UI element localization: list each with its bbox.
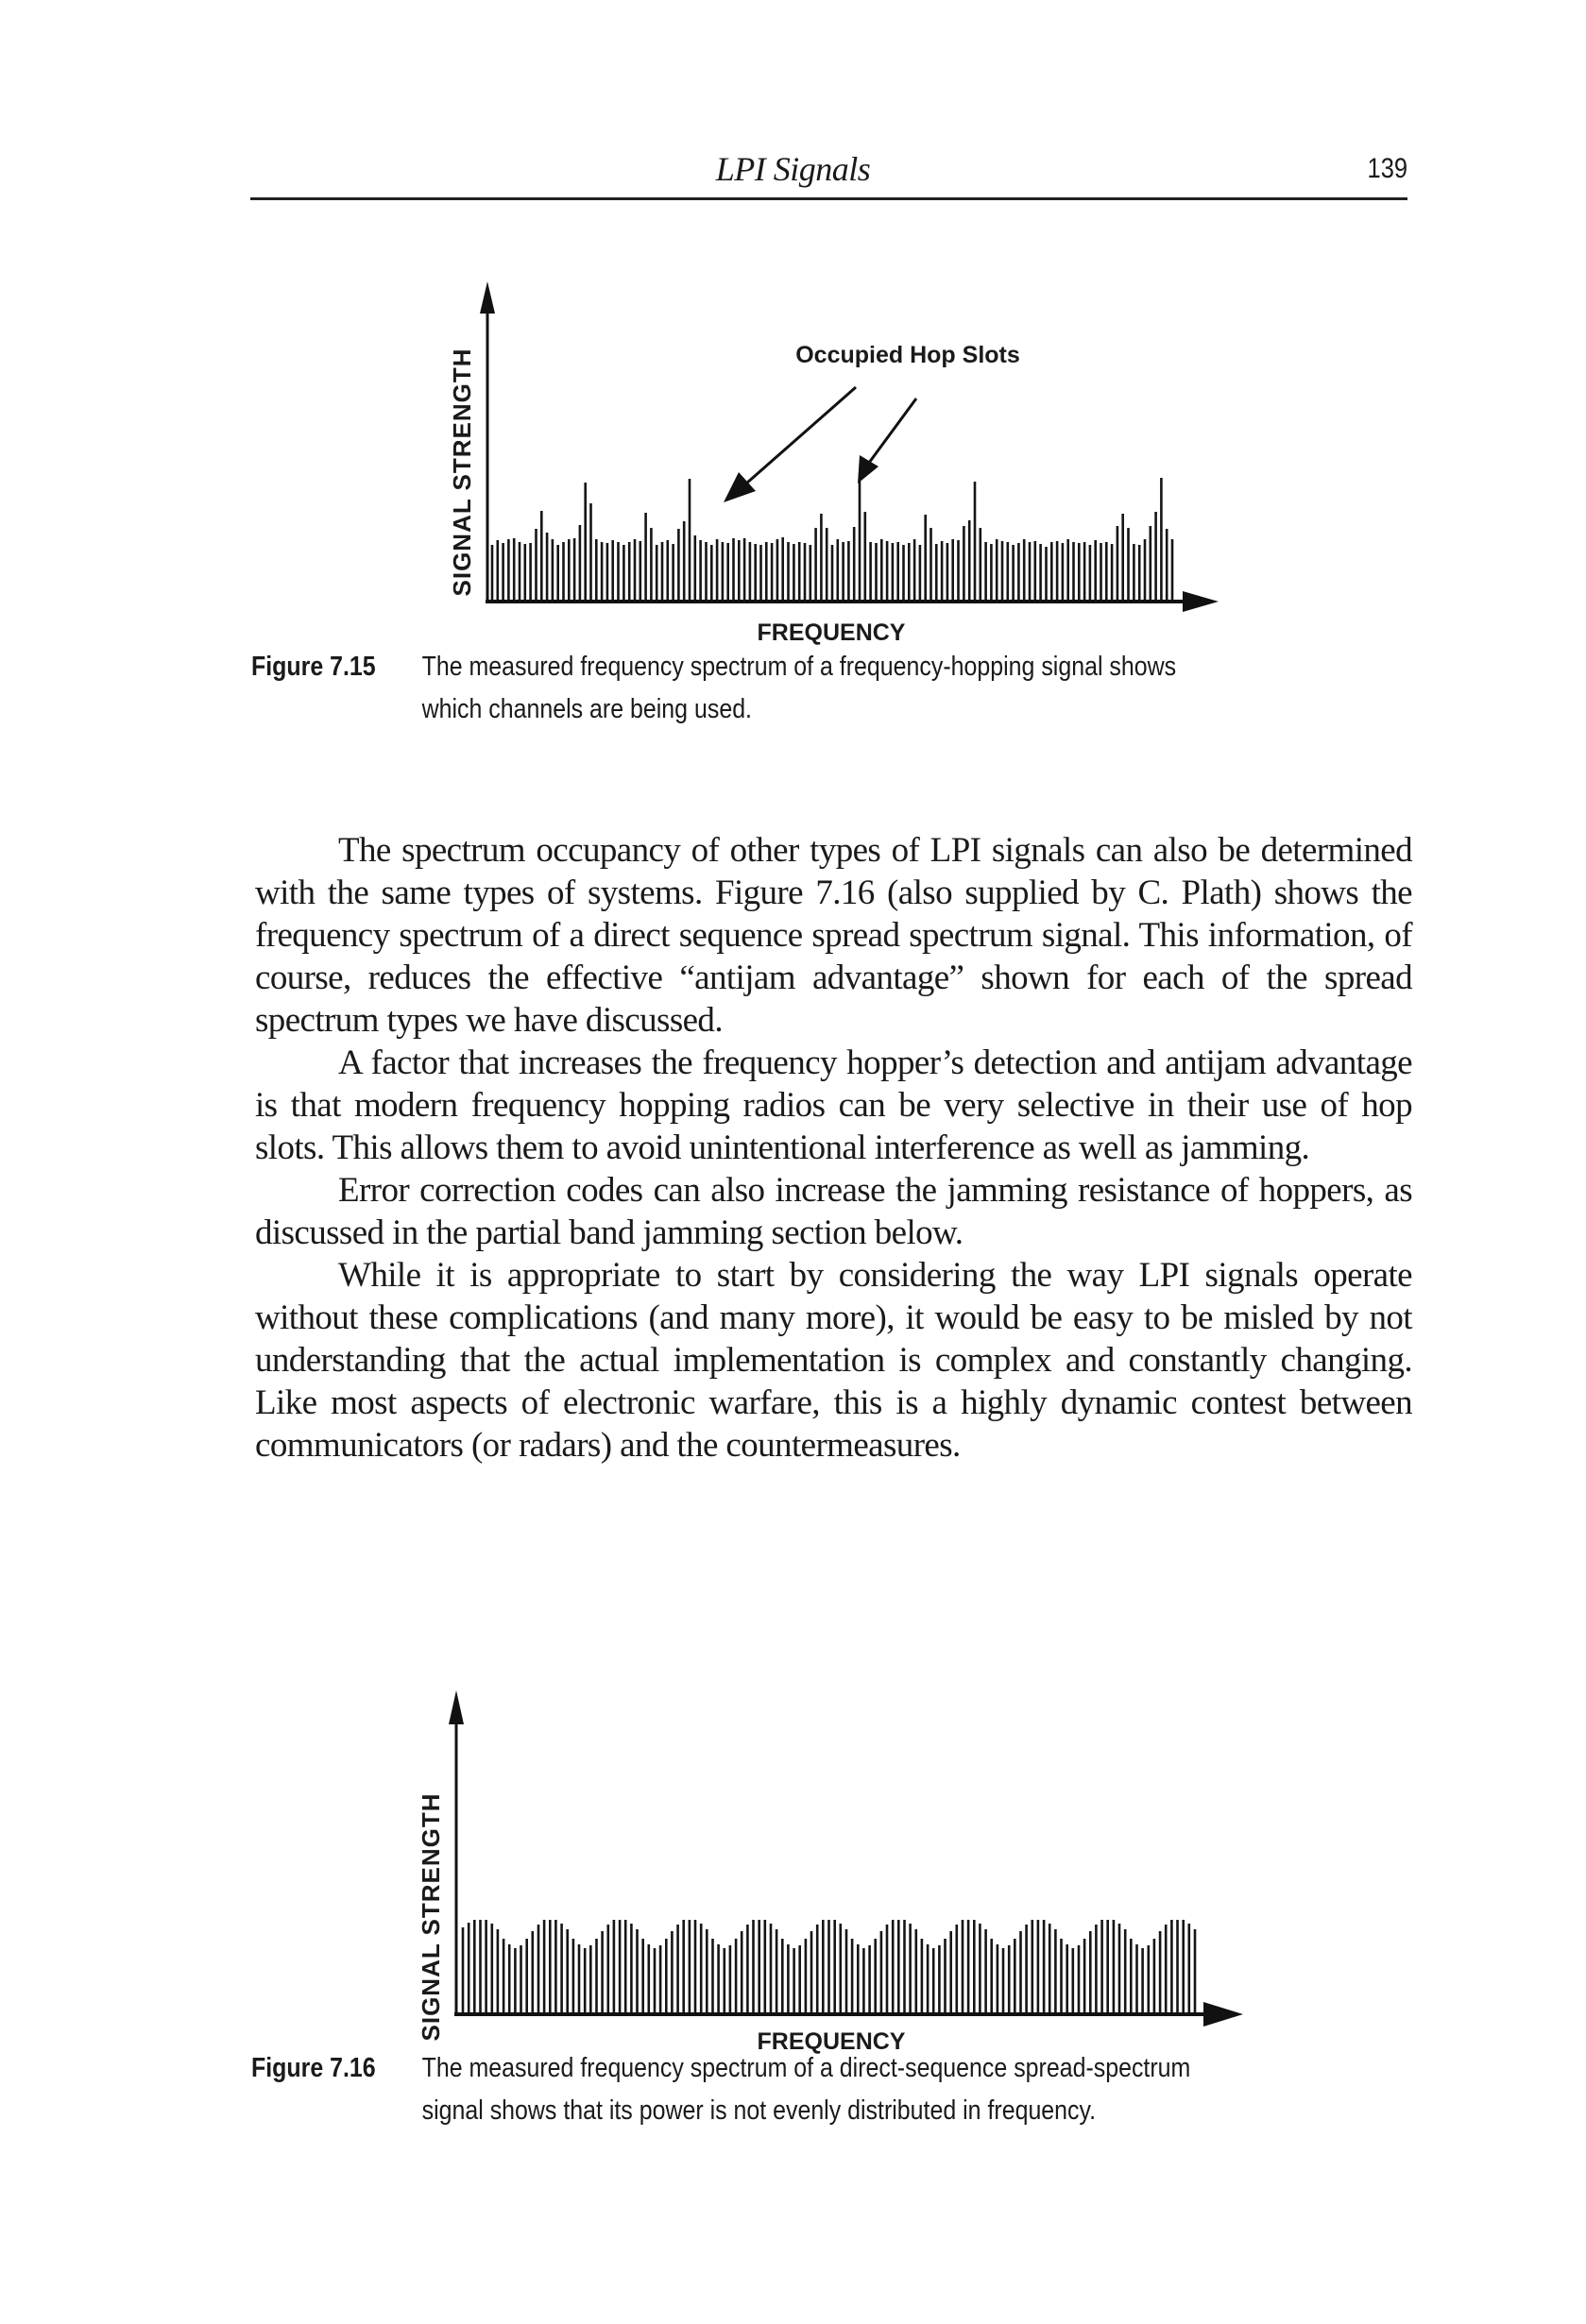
spectrum-bar <box>601 542 604 602</box>
y-axis-arrow-icon <box>480 281 495 314</box>
spectrum-bar <box>1089 545 1092 602</box>
spectrum-bar <box>892 1920 895 2014</box>
spectrum-bar <box>584 1948 587 2014</box>
spectrum-bar <box>644 513 647 602</box>
spectrum-bar <box>661 542 664 602</box>
spectrum-bar <box>1043 1920 1046 2014</box>
spectrum-bar <box>853 527 856 602</box>
spectrum-bar <box>862 1948 865 2014</box>
paragraph: While it is appropriate to start by considering the way LPI signals operate without these complications (and many more), it would be easy to be misled by not understanding that the actual implementation is complex and constantly changing. Like most aspects of electronic warfare, this is a highly dynamic contest between communicators (or radars) and the countermeasures. <box>255 1256 1412 1465</box>
spectrum-bar <box>1124 1929 1127 2014</box>
figure-7-16-chart <box>0 1605 1586 2078</box>
spectrum-bar <box>1019 1931 1022 2014</box>
spectrum-bar <box>805 1939 808 2014</box>
spectrum-bar <box>636 1929 639 2014</box>
spectrum-bar <box>1034 541 1037 602</box>
spectrum-bar <box>1141 1948 1144 2014</box>
spectrum-bar <box>549 1920 552 2014</box>
spectrum-bar <box>717 1944 720 2014</box>
spectrum-bar <box>683 521 686 602</box>
spectrum-bar <box>650 528 653 602</box>
spectrum-bar <box>1062 543 1065 602</box>
spectrum-bar <box>869 542 872 602</box>
x-axis-label: FREQUENCY <box>757 619 906 646</box>
spectrum-bar <box>946 543 949 602</box>
spectrum-bar <box>962 1920 964 2014</box>
y-axis-label: SIGNAL STRENGTH <box>417 1792 445 2042</box>
spectrum-bar <box>584 483 587 602</box>
spectrum-bar <box>1029 542 1032 602</box>
spectrum-bar <box>842 542 844 602</box>
spectrum-bar <box>543 1920 546 2014</box>
spectrum-bar <box>787 542 790 602</box>
spectrum-bar <box>513 538 516 602</box>
spectrum-bar <box>722 542 725 602</box>
spectrum-bar <box>1133 544 1135 602</box>
spectrum-bar <box>980 528 982 602</box>
spectrum-bar <box>1144 539 1147 602</box>
spectrum-bar <box>804 543 807 602</box>
spectrum-bar <box>566 1929 569 2014</box>
spectrum-bar <box>630 1924 633 2014</box>
spectrum-bar <box>1023 539 1026 602</box>
spectrum-bar <box>1117 526 1119 602</box>
spectrum-bar <box>595 539 598 602</box>
spectrum-bar <box>1127 528 1130 602</box>
spectrum-bar <box>968 520 971 602</box>
spectrum-bar <box>927 1944 929 2014</box>
spectrum-bar <box>468 1923 470 2014</box>
paragraph: Error correction codes can also increase the jamming resistance of hoppers, as discussed in the partial band jamming section below. <box>255 1171 1412 1252</box>
spectrum-bar <box>951 539 954 602</box>
arrow-head-2-icon <box>858 455 878 483</box>
spectrum-bar <box>634 539 637 602</box>
spectrum-bar <box>1066 539 1069 602</box>
spectrum-bar <box>1159 1931 1162 2014</box>
spectrum-bar <box>935 544 938 602</box>
y-axis-arrow-icon <box>449 1690 464 1724</box>
spectrum-bar <box>524 544 527 602</box>
spectrum-bar <box>572 1939 575 2014</box>
spectrum-bar <box>1008 1945 1011 2014</box>
spectrum-bar <box>1170 1920 1173 2014</box>
spectrum-bar <box>519 542 521 602</box>
spectrum-bar <box>1039 544 1042 602</box>
spectrum-bar <box>1130 1939 1133 2014</box>
spectrum-bar <box>941 541 944 602</box>
spectrum-bar <box>540 511 543 602</box>
spectrum-bar <box>1056 541 1059 602</box>
spectrum-bar <box>752 1920 755 2014</box>
spectrum-bar <box>589 503 592 602</box>
spectrum-bar <box>765 542 768 602</box>
spectrum-bar <box>462 1927 465 2014</box>
spectrum-bar <box>1072 1948 1075 2014</box>
spectrum-bar <box>909 1924 912 2014</box>
spectrum-bar <box>1135 1944 1138 2014</box>
spectrum-bar <box>729 1945 732 2014</box>
spectrum-bar <box>568 539 571 602</box>
spectrum-bar <box>1154 512 1157 602</box>
spectrum-bar <box>743 538 746 602</box>
spectrum-bar <box>648 1944 651 2014</box>
spectrum-bar <box>831 545 834 602</box>
caption-text-line1: The measured frequency spectrum of a frequency-hopping signal shows <box>421 652 1177 682</box>
spectrum-bar <box>974 482 977 602</box>
spectrum-bar <box>996 539 998 602</box>
spectrum-bar <box>810 545 812 602</box>
spectrum-bar <box>1095 1925 1098 2014</box>
spectrum-bar <box>617 542 620 602</box>
spectrum-bar <box>820 514 823 602</box>
spectrum-bar <box>710 545 713 602</box>
spectrum-bar <box>814 528 817 602</box>
spectrum-bar <box>497 540 500 602</box>
spectrum-bar <box>798 542 801 602</box>
spectrum-bar <box>1066 1944 1068 2014</box>
spectrum-bar <box>520 1945 522 2014</box>
spectrum-bar <box>886 1925 889 2014</box>
spectrum-bar <box>957 540 960 602</box>
spectrum-bar <box>479 1920 482 2014</box>
spectrum-bar <box>1017 543 1020 602</box>
spectrum-bar <box>529 543 532 602</box>
spectrum-bar <box>735 1939 738 2014</box>
fig1-bars <box>491 478 1174 602</box>
spectrum-bar <box>1012 545 1015 602</box>
spectrum-bar <box>1078 1945 1081 2014</box>
spectrum-bar <box>732 538 735 602</box>
spectrum-bar <box>908 543 911 602</box>
spectrum-bar <box>949 1931 952 2014</box>
annotation-arrow-2 <box>869 399 916 463</box>
caption-text-line2: signal shows that its power is not evenly distributed in frequency. <box>421 2095 1097 2126</box>
spectrum-bar <box>1118 1924 1121 2014</box>
spectrum-bar <box>1165 1925 1168 2014</box>
spectrum-bar <box>1094 540 1097 602</box>
spectrum-bar <box>776 1929 778 2014</box>
spectrum-bar <box>851 1939 854 2014</box>
spectrum-bar <box>699 540 702 602</box>
arrow-head-1-icon <box>724 472 756 502</box>
spectrum-bar <box>897 1920 900 2014</box>
spectrum-bar <box>514 1948 517 2014</box>
spectrum-bar <box>706 1929 708 2014</box>
spectrum-bar <box>1100 543 1102 602</box>
spectrum-bar <box>956 1925 959 2014</box>
spectrum-bar <box>759 545 762 602</box>
spectrum-bar <box>694 1920 697 2014</box>
spectrum-bar <box>578 1944 581 2014</box>
spectrum-bar <box>628 542 631 602</box>
spectrum-bar <box>611 540 614 602</box>
spectrum-bar <box>880 1931 883 2014</box>
spectrum-bar <box>711 1939 714 2014</box>
spectrum-bar <box>676 1925 679 2014</box>
spectrum-bar <box>724 1948 726 2014</box>
spectrum-bar <box>781 1939 784 2014</box>
figure-label: Figure 7.16 <box>251 2053 376 2083</box>
spectrum-bar <box>613 1920 616 2014</box>
spectrum-bar <box>1106 1920 1109 2014</box>
spectrum-bar <box>1166 529 1168 602</box>
spectrum-bar <box>822 1920 825 2014</box>
spectrum-bar <box>967 1920 970 2014</box>
spectrum-bar <box>929 528 932 602</box>
spectrum-bar <box>896 542 899 602</box>
spectrum-bar <box>1014 1939 1016 2014</box>
spectrum-bar <box>903 1920 906 2014</box>
figure-7-16-caption <box>251 2047 1251 2132</box>
spectrum-bar <box>749 542 752 602</box>
spectrum-bar <box>864 512 867 602</box>
spectrum-bar <box>875 543 878 602</box>
spectrum-bar <box>601 1931 604 2014</box>
spectrum-bar <box>665 1939 668 2014</box>
spectrum-bar <box>726 543 729 602</box>
spectrum-bar <box>847 541 850 602</box>
spectrum-bar <box>502 543 504 602</box>
spectrum-bar <box>1113 1920 1116 2014</box>
spectrum-bar <box>654 1948 657 2014</box>
spectrum-bar <box>525 1939 528 2014</box>
figure-7-15-caption <box>251 646 1251 731</box>
spectrum-bar <box>1188 1924 1191 2014</box>
spectrum-bar <box>1153 1939 1156 2014</box>
spectrum-bar <box>1060 1939 1063 2014</box>
spectrum-bar <box>1054 1929 1057 2014</box>
spectrum-bar <box>1002 1948 1005 2014</box>
spectrum-bar <box>840 1924 843 2014</box>
spectrum-bar <box>874 1939 877 2014</box>
caption-text-line2: which channels are being used. <box>421 694 753 724</box>
spectrum-bar <box>491 1924 494 2014</box>
spectrum-bar <box>963 526 965 602</box>
spectrum-bar <box>798 1945 801 2014</box>
spectrum-bar <box>562 542 565 602</box>
spectrum-bar <box>537 1925 540 2014</box>
spectrum-bar <box>833 1920 836 2014</box>
spectrum-bar <box>1083 1939 1086 2014</box>
spectrum-bar <box>857 1944 860 2014</box>
spectrum-bar <box>880 539 883 602</box>
spectrum-bar <box>984 1929 987 2014</box>
spectrum-bar <box>1171 539 1174 602</box>
spectrum-bar <box>1121 514 1124 602</box>
body-text <box>255 829 1412 1467</box>
spectrum-bar <box>973 1920 976 2014</box>
spectrum-bar <box>689 479 691 602</box>
spectrum-bar <box>667 540 670 602</box>
spectrum-bar <box>746 1925 749 2014</box>
figure-label: Figure 7.15 <box>251 652 376 682</box>
spectrum-bar <box>1083 542 1086 602</box>
spectrum-bar <box>771 543 774 602</box>
spectrum-bar <box>924 515 927 602</box>
spectrum-bar <box>556 545 559 602</box>
spectrum-bar <box>1194 1929 1197 2014</box>
x-axis-label: FREQUENCY <box>757 2028 906 2055</box>
spectrum-bar <box>1105 542 1108 602</box>
spectrum-bar <box>589 1945 592 2014</box>
spectrum-bar <box>1160 478 1163 602</box>
spectrum-bar <box>921 1939 924 2014</box>
spectrum-bar <box>595 1939 598 2014</box>
spectrum-bar <box>1148 1945 1151 2014</box>
spectrum-bar <box>741 1931 743 2014</box>
spectrum-bar <box>485 1920 487 2014</box>
spectrum-bar <box>1089 1931 1092 2014</box>
spectrum-bar <box>560 1924 563 2014</box>
spectrum-bar <box>694 535 697 602</box>
spectrum-bar <box>1049 1924 1051 2014</box>
fig2-bars <box>462 1920 1197 2014</box>
spectrum-bar <box>1111 544 1114 602</box>
spectrum-bar <box>624 1920 627 2014</box>
spectrum-bar <box>552 539 554 602</box>
spectrum-bar <box>507 539 510 602</box>
spectrum-bar <box>902 545 905 602</box>
spectrum-bar <box>738 540 741 602</box>
spectrum-bar <box>1150 526 1152 602</box>
spectrum-bar <box>700 1924 703 2014</box>
spectrum-bar <box>1182 1920 1185 2014</box>
spectrum-bar <box>554 1920 557 2014</box>
spectrum-bar <box>990 1939 993 2014</box>
spectrum-bar <box>573 538 576 602</box>
spectrum-bar <box>508 1944 511 2014</box>
spectrum-bar <box>1007 542 1010 602</box>
spectrum-bar <box>810 1931 813 2014</box>
spectrum-bar <box>1100 1920 1103 2014</box>
spectrum-bar <box>535 529 537 602</box>
caption-text-line1: The measured frequency spectrum of a direct-sequence spread-spectrum <box>421 2053 1191 2083</box>
spectrum-bar <box>770 1924 773 2014</box>
spectrum-bar <box>579 525 582 602</box>
spectrum-bar <box>1050 542 1053 602</box>
spectrum-bar <box>656 545 658 602</box>
spectrum-bar <box>622 545 625 602</box>
spectrum-bar <box>606 543 609 602</box>
annotation-arrow-1 <box>746 387 856 483</box>
spectrum-bar <box>1045 547 1048 602</box>
spectrum-bar <box>827 1920 830 2014</box>
spectrum-bar <box>915 1929 918 2014</box>
spectrum-bar <box>892 543 895 602</box>
spectrum-bar <box>640 541 642 602</box>
spectrum-bar <box>793 544 795 602</box>
paragraph: The spectrum occupancy of other types of LPI signals can also be determined with the same types of systems. Figure 7.16 (also supplied by C. Plath) shows the frequency spectrum of a direct sequence spread spectrum signal. This information, of course, reduces the effective “antijam advantage” shown for each of the spread spectrum types we have discussed. <box>255 831 1412 1040</box>
spectrum-bar <box>705 542 708 602</box>
spectrum-bar <box>473 1920 476 2014</box>
spectrum-bar <box>1176 1920 1179 2014</box>
y-axis-label: SIGNAL STRENGTH <box>448 348 476 597</box>
spectrum-bar <box>1078 543 1081 602</box>
x-axis-arrow-icon <box>1203 2002 1243 2027</box>
spectrum-bar <box>944 1939 946 2014</box>
spectrum-bar <box>997 1944 999 2014</box>
spectrum-bar <box>491 545 494 602</box>
spectrum-bar <box>503 1939 505 2014</box>
spectrum-bar <box>497 1929 500 2014</box>
spectrum-bar <box>1001 541 1004 602</box>
spectrum-bar <box>619 1920 622 2014</box>
page-number: 139 <box>1367 153 1407 184</box>
spectrum-bar <box>826 528 828 602</box>
spectrum-bar <box>1032 1920 1034 2014</box>
spectrum-bar <box>984 542 987 602</box>
spectrum-bar <box>979 1924 981 2014</box>
spectrum-bar <box>1037 1920 1040 2014</box>
spectrum-bar <box>787 1944 790 2014</box>
spectrum-bar <box>868 1945 871 2014</box>
spectrum-bar <box>1025 1925 1028 2014</box>
spectrum-bar <box>919 545 922 602</box>
spectrum-bar <box>816 1925 819 2014</box>
spectrum-bar <box>659 1945 662 2014</box>
spectrum-bar <box>754 544 757 602</box>
spectrum-bar <box>837 539 840 602</box>
spectrum-bar <box>716 539 719 602</box>
annotation-occupied-hop-slots: Occupied Hop Slots <box>795 342 1020 368</box>
paragraph: A factor that increases the frequency hopper’s detection and antijam advantage is that modern frequency hopping radios can be very selective in their use of hop slots. This allows them to avoid unintentional interference as well as jamming. <box>255 1043 1412 1167</box>
spectrum-bar <box>1072 542 1075 602</box>
spectrum-bar <box>859 478 861 602</box>
spectrum-bar <box>677 529 680 602</box>
spectrum-bar <box>764 1920 767 2014</box>
figure-7-15-chart <box>0 0 1586 661</box>
x-axis-arrow-icon <box>1183 591 1219 612</box>
spectrum-bar <box>990 544 993 602</box>
spectrum-bar <box>671 1931 674 2014</box>
spectrum-bar <box>781 537 784 602</box>
spectrum-bar <box>672 544 674 602</box>
spectrum-bar <box>886 541 889 602</box>
spectrum-bar <box>682 1920 685 2014</box>
spectrum-bar <box>938 1945 941 2014</box>
spectrum-bar <box>546 533 549 602</box>
spectrum-bar <box>641 1939 644 2014</box>
spectrum-bar <box>758 1920 760 2014</box>
spectrum-bar <box>1138 545 1141 602</box>
spectrum-bar <box>932 1948 935 2014</box>
spectrum-bar <box>793 1948 795 2014</box>
spectrum-bar <box>776 539 779 602</box>
spectrum-bar <box>845 1929 848 2014</box>
spectrum-bar <box>913 539 916 602</box>
spectrum-bar <box>689 1920 691 2014</box>
running-title: LPI Signals <box>715 150 871 188</box>
spectrum-bar <box>532 1931 535 2014</box>
spectrum-bar <box>607 1925 610 2014</box>
